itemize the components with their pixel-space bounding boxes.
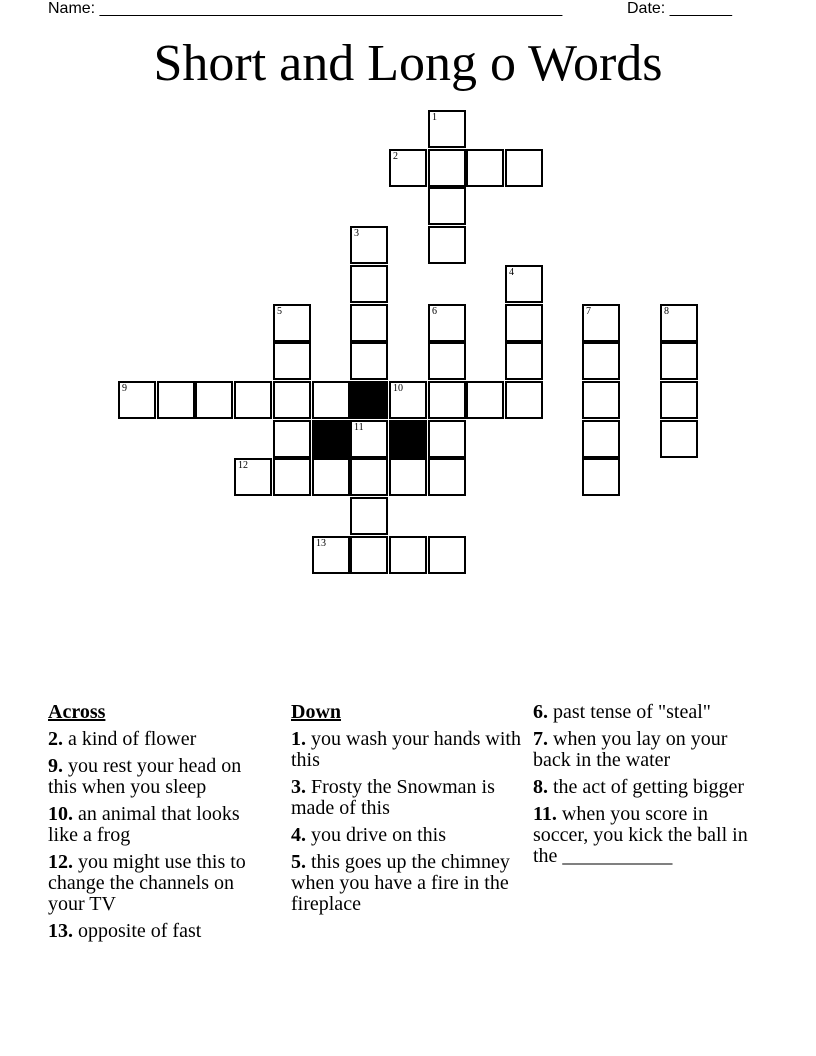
grid-cell[interactable] [428,381,466,419]
grid-cell[interactable] [273,420,311,458]
grid-cell[interactable] [428,110,466,148]
down-clue-list [291,729,526,915]
grid-cell[interactable] [389,458,427,496]
clue-number: 6. [533,701,548,723]
grid-cell[interactable] [428,226,466,264]
clue-text: an animal that looks like a frog [48,803,240,846]
page-title: Short and Long o Words [153,35,663,92]
grid-cell[interactable] [273,381,311,419]
grid-cell[interactable] [660,342,698,380]
cell-number: 1 [432,112,437,123]
clue-text: opposite of fast [78,920,202,942]
grid-cell[interactable] [582,420,620,458]
clue-item [533,777,768,798]
down-heading: Down [291,701,342,723]
grid-cell[interactable] [660,420,698,458]
grid-cell[interactable] [660,304,698,342]
grid-cell[interactable] [505,342,543,380]
clue-text: you might use this to change the channels on your TV [48,851,246,915]
name-field: Name: ____________________________________________________ [48,0,563,17]
grid-cell[interactable] [582,458,620,496]
cell-number: 4 [509,267,514,278]
cell-number: 11 [354,422,364,433]
clue-item [48,852,274,915]
cell-number: 3 [354,228,359,239]
clue-item [48,921,274,942]
clue-text: this goes up the chimney when you have a fire in the fireplace [291,851,510,915]
grid-cell[interactable] [350,497,388,535]
grid-cell[interactable] [350,420,388,458]
down-clues-continued [533,702,768,873]
clue-number: 7. [533,728,548,750]
grid-cell[interactable] [582,342,620,380]
grid-cell[interactable] [582,381,620,419]
grid-cell[interactable] [157,381,195,419]
clue-number: 12. [48,851,73,873]
clue-item [533,804,768,867]
clue-text: you drive on this [311,824,446,846]
across-clue-list [48,729,274,942]
grid-cell[interactable] [350,304,388,342]
cell-number: 10 [393,383,403,394]
across-clues [48,702,274,948]
clue-item [291,777,526,819]
grid-cell[interactable] [195,381,233,419]
grid-cell[interactable] [428,420,466,458]
block-cell [312,420,350,458]
clue-text: you wash your hands with this [291,728,521,771]
clue-text: Frosty the Snowman is made of this [291,776,495,819]
clue-number: 13. [48,920,73,942]
clue-item [291,852,526,915]
grid-cell[interactable] [312,458,350,496]
grid-cell[interactable] [273,342,311,380]
cell-number: 13 [316,538,326,549]
clue-number: 8. [533,776,548,798]
block-cell [389,420,427,458]
clue-number: 2. [48,728,63,750]
block-cell [350,381,388,419]
grid-cell[interactable] [660,381,698,419]
grid-cell[interactable] [505,381,543,419]
clue-number: 4. [291,824,306,846]
clue-number: 5. [291,851,306,873]
date-field: Date: _______ [627,0,732,17]
down-clues [291,702,526,921]
clue-number: 9. [48,755,63,777]
grid-cell[interactable] [350,536,388,574]
down-clue-list-continued [533,702,768,867]
clue-item [48,729,274,750]
grid-cell[interactable] [118,381,156,419]
clue-item [291,825,526,846]
clue-number: 11. [533,803,557,825]
grid-cell[interactable] [312,536,350,574]
grid-cell[interactable] [505,149,543,187]
cell-number: 2 [393,151,398,162]
grid-cell[interactable] [312,381,350,419]
clue-text: past tense of "steal" [553,701,711,723]
cell-number: 6 [432,306,437,317]
cell-number: 9 [122,383,127,394]
clue-number: 10. [48,803,73,825]
grid-cell[interactable] [273,458,311,496]
clue-item [48,756,274,798]
grid-cell[interactable] [505,304,543,342]
grid-cell[interactable] [389,149,427,187]
grid-cell[interactable] [350,265,388,303]
grid-cell[interactable] [234,381,272,419]
grid-cell[interactable] [466,381,504,419]
grid-cell[interactable] [428,304,466,342]
clue-text: the act of getting bigger [553,776,745,798]
clue-item [48,804,274,846]
grid-cell[interactable] [466,149,504,187]
cell-number: 7 [586,306,591,317]
cell-number: 5 [277,306,282,317]
grid-cell[interactable] [234,458,272,496]
grid-cell[interactable] [428,187,466,225]
grid-cell[interactable] [428,536,466,574]
clue-text: when you lay on your back in the water [533,728,728,771]
clue-item [533,729,768,771]
grid-cell[interactable] [428,149,466,187]
grid-cell[interactable] [350,226,388,264]
clue-text: when you score in soccer, you kick the ball in the ___________ [533,803,748,867]
grid-cell[interactable] [350,342,388,380]
grid-cell[interactable] [505,265,543,303]
clue-number: 1. [291,728,306,750]
grid-cell[interactable] [428,342,466,380]
clue-number: 3. [291,776,306,798]
clue-item [533,702,768,723]
clue-text: you rest your head on this when you sleep [48,755,242,798]
grid-cell[interactable] [350,458,388,496]
grid-cell[interactable] [428,458,466,496]
cell-number: 12 [238,460,248,471]
grid-cell[interactable] [273,304,311,342]
clue-text: a kind of flower [68,728,197,750]
cell-number: 8 [664,306,669,317]
grid-cell[interactable] [389,536,427,574]
grid-cell[interactable] [582,304,620,342]
grid-cell[interactable] [389,381,427,419]
across-heading: Across [48,701,106,723]
clue-item [291,729,526,771]
